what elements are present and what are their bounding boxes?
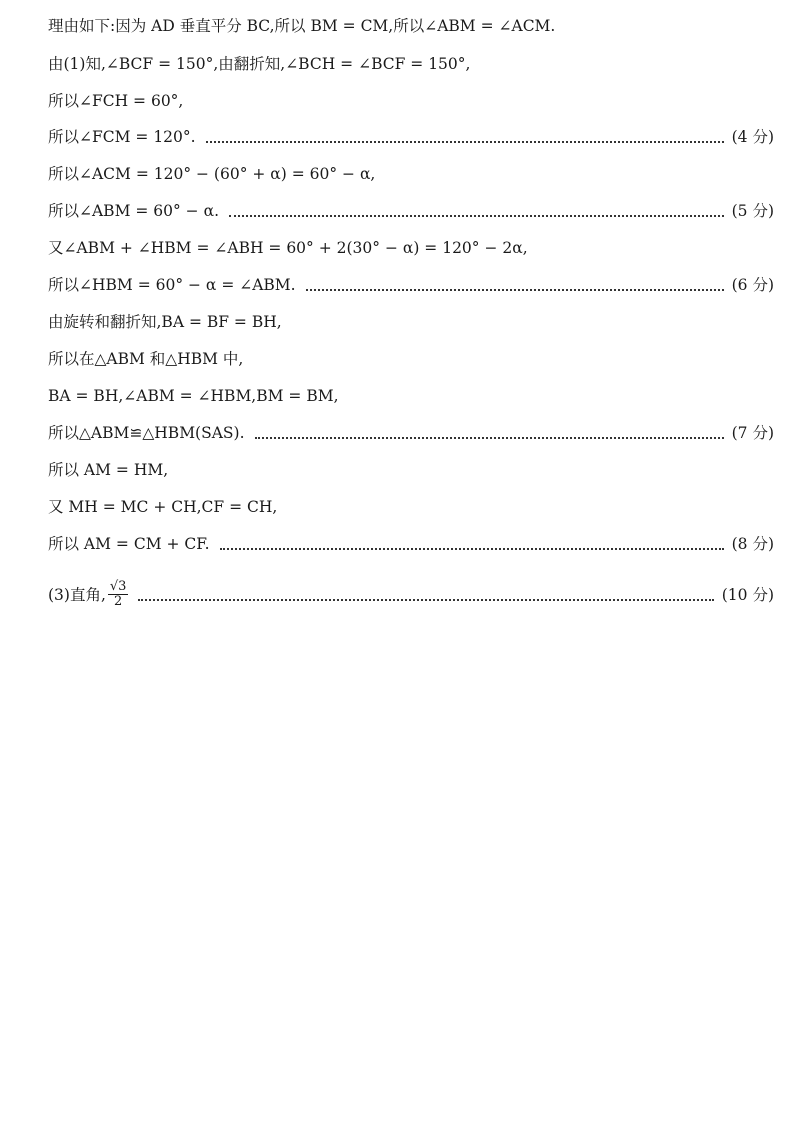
score-label: (5 分) bbox=[731, 202, 774, 220]
solution-line-12 bbox=[48, 422, 774, 444]
score-label: (10 分) bbox=[721, 585, 774, 604]
dot-leader bbox=[255, 437, 724, 439]
line-text: 所以∠ABM = 60° − α. bbox=[48, 202, 219, 220]
line-text: 所以∠ACM = 120° − (60° + α) = 60° − α, bbox=[48, 165, 376, 183]
solution-line-11 bbox=[48, 385, 774, 407]
solution-line-6 bbox=[48, 200, 774, 222]
dot-leader bbox=[229, 215, 724, 217]
line-text bbox=[48, 580, 128, 609]
solution-line-2 bbox=[48, 53, 774, 75]
solution-line-4 bbox=[48, 126, 774, 148]
solution-line-8 bbox=[48, 274, 774, 296]
line-text: 所以∠FCM = 120°. bbox=[48, 128, 196, 146]
score-label: (6 分) bbox=[731, 276, 774, 294]
solution-line-final bbox=[48, 580, 774, 609]
solution-line-13 bbox=[48, 459, 774, 481]
line-text: 所以 AM = HM, bbox=[48, 461, 169, 479]
line-text: 所以△ABM≌△HBM(SAS). bbox=[48, 424, 245, 442]
score-label: (8 分) bbox=[731, 535, 774, 553]
score-label: (4 分) bbox=[731, 128, 774, 146]
solution-line-7 bbox=[48, 237, 774, 259]
line-text: 所以∠HBM = 60° − α = ∠ABM. bbox=[48, 276, 296, 294]
line-text: 所以在△ABM 和△HBM 中, bbox=[48, 350, 244, 368]
line-text: 又 MH = MC + CH,CF = CH, bbox=[48, 498, 278, 516]
line-text: BA = BH,∠ABM = ∠HBM,BM = BM, bbox=[48, 387, 339, 405]
dot-leader bbox=[220, 548, 724, 550]
line-text: 所以 AM = CM + CF. bbox=[48, 535, 210, 553]
dot-leader bbox=[138, 599, 713, 601]
solution-line-5 bbox=[48, 163, 774, 185]
fraction-denominator: 2 bbox=[114, 594, 123, 609]
dot-leader bbox=[306, 289, 724, 291]
line-text: 由(1)知,∠BCF = 150°,由翻折知,∠BCH = ∠BCF = 150°, bbox=[48, 55, 471, 73]
line-text: 又∠ABM + ∠HBM = ∠ABH = 60° + 2(30° − α) = 120° − 2α, bbox=[48, 239, 528, 257]
fraction bbox=[108, 580, 129, 609]
solution-line-3 bbox=[48, 90, 774, 112]
line-text: 理由如下:因为 AD 垂直平分 BC,所以 BM = CM,所以∠ABM = ∠ACM. bbox=[48, 17, 556, 35]
solution-line-10 bbox=[48, 348, 774, 370]
solution-line-15 bbox=[48, 533, 774, 555]
solution-line-14 bbox=[48, 496, 774, 518]
fraction-numerator: √3 bbox=[109, 579, 127, 594]
score-label: (7 分) bbox=[731, 424, 774, 442]
solution-line-9 bbox=[48, 311, 774, 333]
line-text: 所以∠FCH = 60°, bbox=[48, 92, 184, 110]
dot-leader bbox=[206, 141, 724, 143]
final-prefix: (3)直角, bbox=[48, 585, 106, 604]
line-text: 由旋转和翻折知,BA = BF = BH, bbox=[48, 313, 282, 331]
solution-line-1 bbox=[48, 15, 774, 37]
